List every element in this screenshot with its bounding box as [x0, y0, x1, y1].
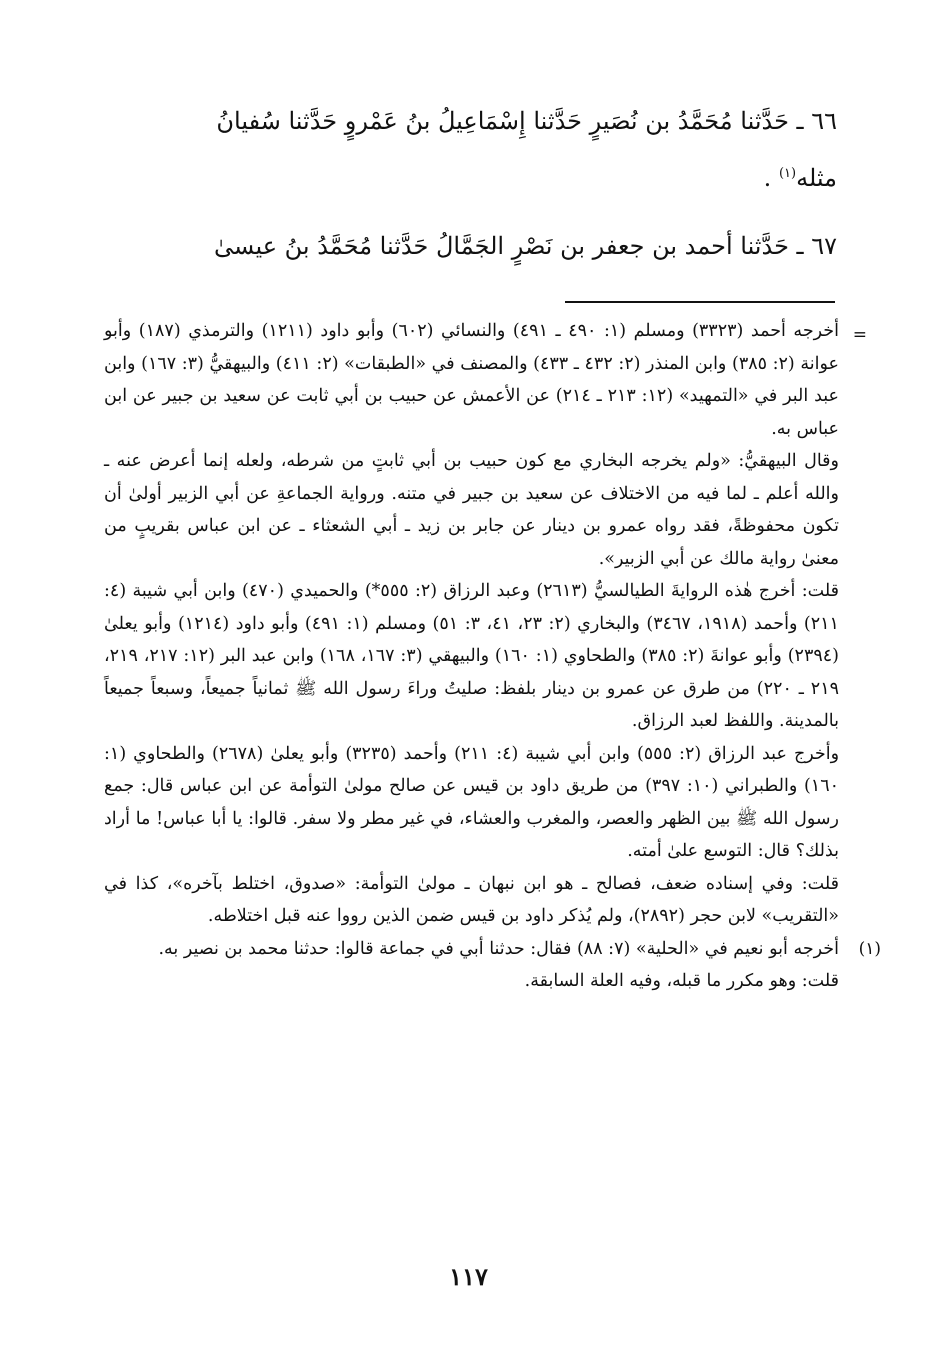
footnote-para-3: قلت: أخرج هٰذه الروايةَ الطيالسيُّ (٢٦١٣) وعبد الرزاق (٢: ٥٥٥*) والحميدي (٤٧٠) وابن أبي شيبة (٤: ٢١١) وأحمد (١٩١٨، ٣٤٦٧) والبخاري (٢: ٢٣، ٤١، ٣: ٥١) ومسلم (١: ٤٩١) وأبو داود (١٢١٤) وأبو يعلىٰ (٢٣٩٤) وأبو عوانةَ (٢: ٣٨٥) والطحاوي (١: ١٦٠) والبيهقي (٣: ١٦٧، ١٦٨) وابن عبد البر (١٢: ٢١٧، ٢١٩، ٢١٩ ـ ٢٢٠) من طرق عن عمرو بن دينار بلفظ: صليتُ وراءَ رسول الله ﷺ ثمانياً جميعاً، وسبعاً جميعاً بالمدينة. واللفظ لعبد الرزاق.	[104, 581, 839, 731]
page-number: ١١٧	[449, 1262, 488, 1291]
footnote-1-para-2: قلت: وهو مكرر ما قبله، وفيه العلة السابقة.	[524, 971, 839, 991]
footnote-para-4: وأخرج عبد الرزاق (٢: ٥٥٥) وابن أبي شيبة (٤: ٢١١) وأحمد (٣٢٣٥) وأبو يعلىٰ (٢٦٧٨) والطحاوي (١: ١٦٠) والطبراني (١٠: ٣٩٧) من طريق داود بن قيس عن صالح مولىٰ التوأمة عن ابن عباس قال: جمع رسول الله ﷺ بين الظهر والعصر، والمغرب والعشاء، في غير مطر ولا سفر. قالوا: يا أبا عباس! ما أراد بذلك؟ قال: التوسع علىٰ أمته.	[104, 743, 840, 861]
hadith-67-line1: ٦٧ ـ حَدَّثنا أحمد بن جعفر بن نَصْرٍ الجَمَّالُ حَدَّثنا مُحَمَّدُ بنُ عيسىٰ	[214, 232, 837, 260]
hadith-66-end: .	[763, 164, 779, 192]
hadith-66-line2	[117, 160, 837, 196]
footnote-para-2: وقال البيهقيُّ: «ولم يخرجه البخاري مع كون حبيب بن أبي ثابتٍ من شرطه، ولعله إنما أعرض عنه ـ والله أعلم ـ لما فيه من الاختلاف عن سعيد بن جبير في متنه. ورواية الجماعةِ عن أبي الزبير أولىٰ أن تكون محفوظةً، فقد رواه عمرو بن دينار عن جابر بن زيد ـ أبي الشعثاء ـ عن ابن عباس بقريبٍ من معنىٰ رواية مالك عن أبي الزبير».	[104, 451, 839, 569]
footnote-ref-1: (١)	[778, 166, 797, 181]
footnote-1	[104, 933, 881, 998]
footnote-para-5: قلت: وفي إسناده ضعف، فصالح ـ هو ابن نبهان ـ مولىٰ التوأمة: «صدوق، اختلط بآخره»، كذا في «التقريب» لابن حجر (٢٨٩٢)، ولم يُذكر داود بن قيس ضمن الذين رووا عنه قبل اختلاطه.	[104, 873, 839, 926]
footnote-para-1: أخرجه أحمد (٣٣٢٣) ومسلم (١: ٤٩٠ ـ ٤٩١) والنسائي (٦٠٢) وأبو داود (١٢١١) والترمذي (١٨٧) وأبو عوانة (٢: ٣٨٥) وابن المنذر (٢: ٤٣٢ ـ ٤٣٣) والمصنف في «الطبقات» (٢: ٤١١) والبيهقيُّ (٣: ١٦٧) وابن عبد البر في «التمهيد» (١٢: ٢١٣ ـ ٢١٤) عن الأعمش عن حبيب بن أبي ثابت عن سعيد بن جبير عن ابن عباس به.	[104, 321, 839, 439]
hadith-66-text: مثله	[796, 164, 837, 192]
hadith-66-line1: ٦٦ ـ حَدَّثنا مُحَمَّدُ بن نُصَيرٍ حَدَّثنا إِسْمَاعِيلُ بنُ عَمْروٍ حَدَّثنا سُفيانُ	[216, 107, 837, 135]
footnote-1-para-1: أخرجه أبو نعيم في «الحلية» (٧: ٨٨) فقال: حدثنا أبي في جماعة قالوا: حدثنا محمد بن نصير به.	[158, 938, 839, 959]
footnotes-block	[104, 315, 881, 998]
footnote-1-marker: (١)	[858, 938, 881, 959]
footnote-separator	[565, 301, 835, 303]
continuation-marker: =	[852, 325, 867, 345]
